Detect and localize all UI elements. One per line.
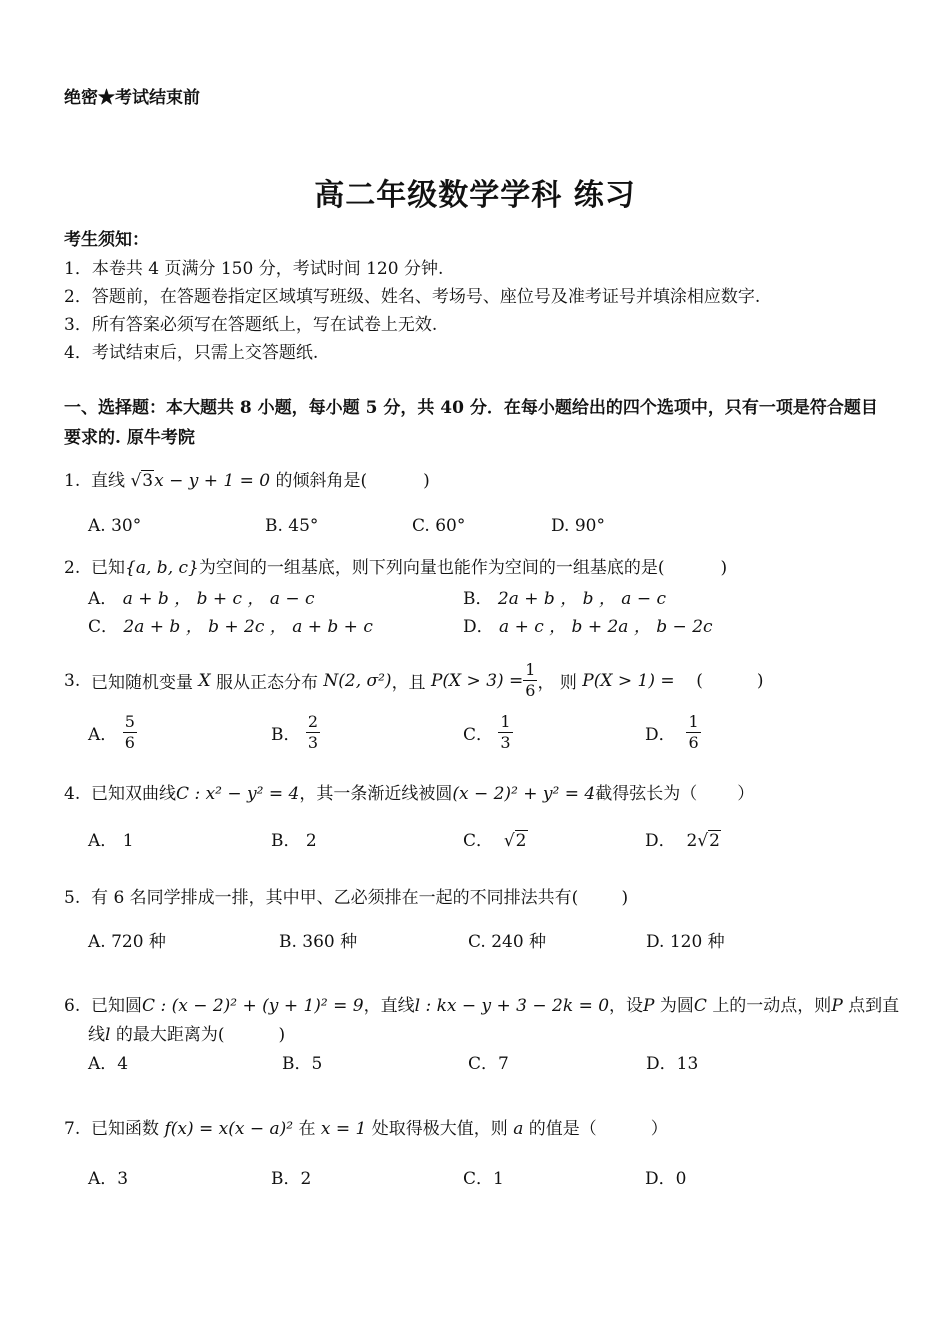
question-number: 7.: [64, 1119, 81, 1139]
math-expression: C : x² − y² = 4: [176, 784, 300, 804]
question-text: ，其一条渐近线被圆: [299, 784, 453, 804]
question-text: 的最大距离为( ): [115, 1025, 286, 1045]
q7-option-a[interactable]: A．3: [88, 1169, 129, 1189]
question-text: ，且: [391, 673, 426, 693]
fraction: $\frac{5}{6}$: [124, 712, 135, 752]
question-number: 2.: [64, 558, 81, 578]
question-text: 直线: [91, 471, 126, 491]
q1-option-a[interactable]: A. 30°: [88, 516, 142, 536]
question-text: 在: [298, 1119, 316, 1139]
q5-option-a[interactable]: A. 720 种: [88, 932, 166, 952]
question-number: 1.: [64, 471, 81, 491]
confidential-mark: 绝密★考试结束前: [64, 88, 200, 108]
fraction: $\frac{1}{3}$: [500, 712, 511, 752]
math-expression: (x − 2)² + y² = 4: [452, 784, 596, 804]
q6-option-d[interactable]: D．13: [646, 1054, 699, 1074]
fraction: $\frac{1}{6}$: [525, 660, 536, 700]
question-text: 线: [88, 1025, 105, 1045]
q6-option-a[interactable]: A．4: [88, 1054, 129, 1074]
question-text: 服从正态分布: [215, 673, 318, 693]
question-7: [64, 1114, 668, 1139]
math-variable: C: [693, 996, 707, 1016]
fraction: $\frac{2}{3}$: [307, 712, 319, 752]
question-text: 点到直: [848, 996, 900, 1016]
math-variable: P: [831, 996, 843, 1016]
q2-option-c[interactable]: C． 2a + b ， b + 2c ， a + b + c: [88, 617, 373, 637]
question-text: ， 则: [537, 673, 577, 693]
question-6-line-2: [88, 1020, 285, 1045]
sqrt-expression: √2: [503, 831, 527, 851]
question-text: ，设: [609, 996, 644, 1016]
q2-option-b[interactable]: B． 2a + b ， b ， a − c: [463, 589, 666, 609]
question-1: [64, 466, 430, 491]
q1-option-b[interactable]: B. 45°: [265, 516, 319, 536]
sqrt-expression: √2: [697, 831, 720, 851]
question-4: [64, 779, 754, 804]
vector-basis: {a, b, c}: [125, 558, 199, 578]
question-text: 已知: [91, 558, 126, 578]
answer-paren: ）: [737, 784, 755, 804]
question-text: 截得弦长为（: [595, 784, 698, 804]
section-header: 一、选择题：本大题共 8 小题，每小题 5 分，共 40 分．在每小题给出的四个选项中，只有一项是符合题目要求的. 原牛考院: [64, 398, 878, 448]
math-expression: P(X > 3) =: [430, 670, 524, 691]
math-expression: f(x) = x(x − a)²: [164, 1119, 294, 1139]
q3-option-d[interactable]: D． $\frac{1}{6}$: [645, 712, 699, 752]
q4-option-d[interactable]: D． 2√2: [645, 831, 720, 851]
math-variable: a: [513, 1119, 524, 1139]
answer-paren: ): [720, 558, 728, 578]
math-expression: l : kx − y + 3 − 2k = 0: [414, 996, 610, 1016]
q1-option-d[interactable]: D. 90°: [551, 516, 605, 536]
question-number: 4.: [64, 784, 81, 804]
question-text: ，直线: [363, 996, 415, 1016]
question-text: 处取得极大值，则: [371, 1119, 508, 1139]
question-6: [64, 991, 899, 1016]
question-2: [64, 553, 727, 578]
q7-option-d[interactable]: D．0: [645, 1169, 687, 1189]
q2-option-d[interactable]: D． a + c ， b + 2a ， b − 2c: [463, 617, 713, 637]
answer-paren: ): [423, 471, 430, 491]
question-3: [64, 660, 764, 701]
question-text: 为空间的一组基底，则下列向量也能作为空间的一组基底的是(: [198, 558, 665, 578]
answer-paren: ( ): [696, 670, 764, 691]
sqrt-expression: √3: [130, 471, 154, 491]
q6-option-c[interactable]: C．7: [468, 1054, 509, 1074]
math-variable: P: [643, 996, 655, 1016]
q5-option-d[interactable]: D. 120 种: [646, 932, 725, 952]
question-text: 上的一动点，则: [712, 996, 832, 1016]
q4-option-b[interactable]: B． 2: [271, 831, 317, 851]
question-text: 已知函数: [91, 1119, 160, 1139]
question-text: 的倾斜角是(: [275, 471, 368, 491]
q6-option-b[interactable]: B．5: [282, 1054, 323, 1074]
math-expression: x − y + 1 = 0: [154, 471, 271, 491]
question-number: 3.: [64, 670, 81, 691]
q1-option-c[interactable]: C. 60°: [412, 516, 466, 536]
math-variable: l: [105, 1025, 111, 1045]
notice-item-3: 3．所有答案必须写在答题纸上，写在试卷上无效.: [64, 315, 438, 335]
question-5: [64, 883, 628, 908]
q5-option-b[interactable]: B. 360 种: [279, 932, 358, 952]
q7-option-b[interactable]: B．2: [271, 1169, 312, 1189]
notice-heading: 考生须知：: [64, 230, 149, 250]
math-expression: N(2, σ²): [323, 670, 392, 691]
question-number: 5.: [64, 888, 81, 908]
math-expression: x = 1: [320, 1119, 367, 1139]
q3-option-b[interactable]: B． $\frac{2}{3}$: [271, 712, 319, 752]
question-text: 为圆: [659, 996, 694, 1016]
fraction: $\frac{1}{6}$: [688, 712, 699, 752]
math-expression: P(X > 1) =: [582, 670, 675, 691]
q3-option-a[interactable]: A． $\frac{5}{6}$: [88, 712, 135, 752]
notice-item-4: 4．考试结束后，只需上交答题纸.: [64, 343, 319, 363]
notice-item-1: 1．本卷共 4 页满分 150 分，考试时间 120 分钟.: [64, 259, 444, 279]
q3-option-c[interactable]: C． $\frac{1}{3}$: [463, 712, 511, 752]
question-text: 已知随机变量: [91, 673, 194, 693]
question-text: 已知双曲线: [91, 784, 177, 804]
question-text: 已知圆: [91, 996, 143, 1016]
q7-option-c[interactable]: C．1: [463, 1169, 504, 1189]
question-text: 的值是（ ）: [528, 1119, 668, 1139]
math-expression: C : (x − 2)² + (y + 1)² = 9: [142, 996, 364, 1016]
q5-option-c[interactable]: C. 240 种: [468, 932, 547, 952]
question-number: 6.: [64, 996, 81, 1016]
q2-option-a[interactable]: A． a + b ， b + c ， a − c: [88, 589, 315, 609]
q4-option-c[interactable]: C． √2: [463, 831, 527, 851]
question-text: 有 6 名同学排成一排，其中甲、乙必须排在一起的不同排法共有( ): [91, 888, 629, 908]
math-variable: X: [198, 670, 211, 691]
notice-item-2: 2．答题前，在答题卷指定区域填写班级、姓名、考场号、座位号及准考证号并填涂相应数字.: [64, 287, 761, 307]
page-title: 高二年级数学学科 练习: [314, 178, 636, 213]
q4-option-a[interactable]: A． 1: [88, 831, 134, 851]
